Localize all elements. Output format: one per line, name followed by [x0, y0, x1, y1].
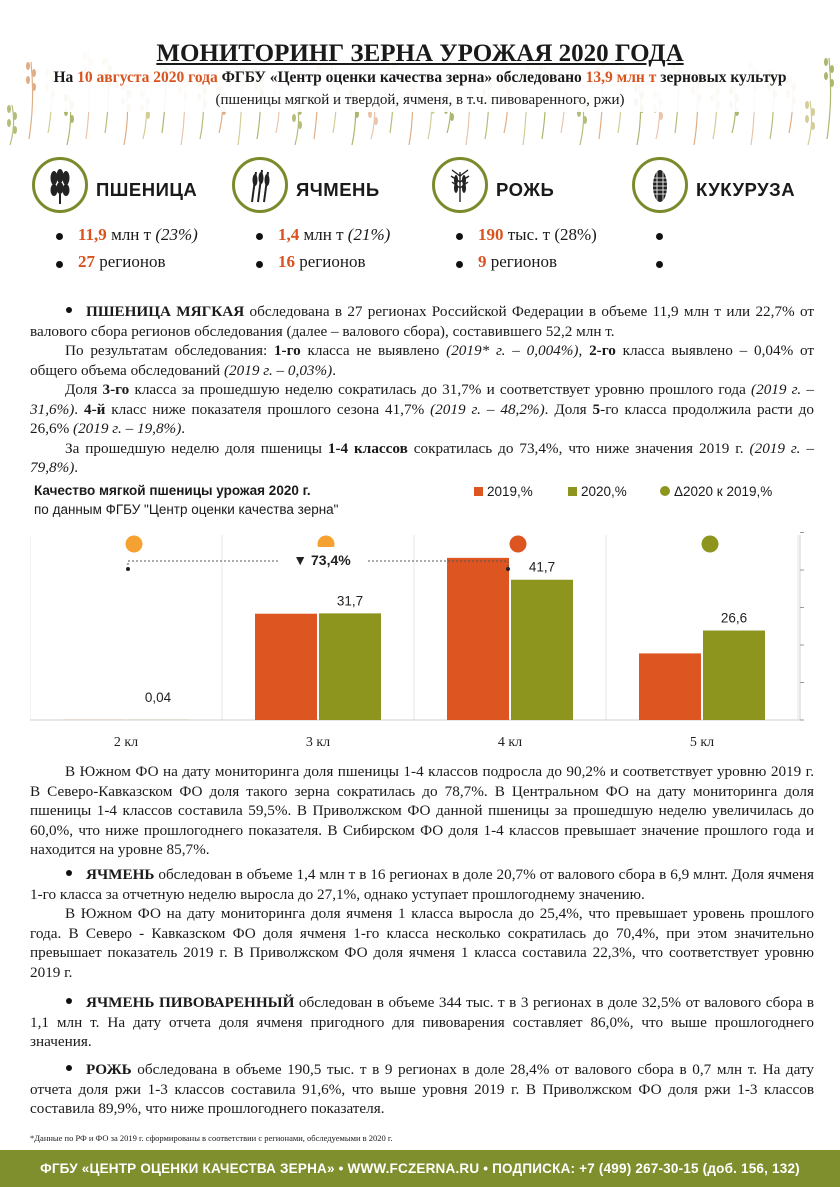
- quality-chart: [30, 525, 814, 760]
- regions-section: В Южном ФО на дату мониторинга доля пшеницы 1-4 классов подросла до 90,2% и соответствует уровню 2019 г. В Северо-Кавказском ФО доля такого зерна сократилась до 78,7%. В Центральном ФО на дату мониторинга доля пшеницы 1-4 классов составила 59,5%. В Приволжском ФО данной пшеницы за прошедшую неделю увеличилась до 60,0%, что ниже прошлогоднего показателя. В Сибирском ФО доля 1-4 классов превышает значение прошлого года и находится на уровне 85,7%.: [30, 763, 814, 858]
- decor-leaf: [583, 116, 587, 124]
- decor-leaf: [13, 112, 17, 120]
- legend-2019: 2019,%: [474, 484, 533, 499]
- page-subtitle: На 10 августа 2020 года ФГБУ «Центр оценки качества зерна» обследовано 13,9 млн т зерновых культур: [53, 69, 787, 86]
- bullet: [256, 233, 263, 240]
- decor-leaf: [146, 111, 150, 119]
- bracket-end: [506, 567, 510, 571]
- rye-regions: 9 регионов: [478, 252, 557, 271]
- bullet: [56, 261, 63, 268]
- malt-barley-section: ЯЧМЕНЬ ПИВОВАРЕННЫЙ обследован в объеме 344 тыс. т в 3 регионах в доле 32,5% от валового сбора в 1,1 млн т. На дату отчета доля ячменя пригодного для пивоварения составляет 86,0%, что выше прошлогоднего значения.: [30, 994, 814, 1050]
- decor-leaf: [659, 112, 663, 120]
- footer-bar: ФГБУ «ЦЕНТР ОЦЕНКИ КАЧЕСТВА ЗЕРНА» • WWW.FCZERNA.RU • ПОДПИСКА: +7 (499) 267-30-15 (доб. 156, 132): [0, 1150, 840, 1187]
- rye-icon: [444, 168, 476, 204]
- decor-leaf: [811, 108, 815, 116]
- bar-2019-4: [447, 558, 509, 720]
- x-tick-label: 2 кл: [113, 735, 139, 750]
- delta-marker: [702, 536, 719, 553]
- wheat-volume: 11,9 млн т (23%): [78, 225, 198, 244]
- chart-subtitle: по данным ФГБУ "Центр оценки качества зерна": [34, 502, 339, 517]
- decor-leaf: [805, 115, 809, 123]
- x-tick-label: 4 кл: [497, 735, 523, 750]
- chart-title: Качество мягкой пшеницы урожая 2020 г.: [34, 483, 311, 498]
- bar-2019-5: [639, 653, 701, 720]
- data-label-2020: 31,7: [336, 593, 364, 609]
- decor-leaf: [70, 115, 74, 123]
- rye-section: РОЖЬ обследована в объеме 190,5 тыс. т в 9 регионах в доле 28,4% от валового сбора в 0,7 млн т. На дату отчета доля ржи 1-3 классов составила 91,6%, что выше уровня 2019 г. В Приволжском ФО доля ржи 1-3 классов составила 89,9%, что ниже прошлогоднего показателя.: [30, 1061, 814, 1117]
- delta-marker: [510, 536, 527, 553]
- decor-leaf: [374, 117, 378, 125]
- delta-marker: [126, 536, 143, 553]
- decor-leaf: [450, 113, 454, 121]
- decor-leaf: [13, 126, 17, 134]
- bracket-end: [126, 567, 130, 571]
- x-tick-label: 3 кл: [305, 735, 331, 750]
- bullet: [656, 261, 663, 268]
- barley-volume: 1,4 млн т (21%): [278, 225, 391, 244]
- decor-leaf: [811, 122, 815, 130]
- page-title: МОНИТОРИНГ ЗЕРНА УРОЖАЯ 2020 ГОДА: [156, 40, 684, 67]
- bar-2019-3: [255, 614, 317, 720]
- wheat-section: ПШЕНИЦА МЯГКАЯ обследована в 27 регионах Российской Федерации в объеме 11,9 млн т или 22,7% от валового сбора регионов обследования (далее – валового сбора), составившего 52,2 млн т. По результатам обследования: 1-го класса не выявлено (2019* г. – 0,004%), 2-го класса выявлено – 0,04% от общего объема обследований (2019 г. – 0,03%). Доля 3-го класса за прошедшую неделю сократилась до 31,7% и соответствует уровню прошлого года (2019 г. – 31,6%). 4-й класс ниже показателя прошлого сезона 41,7% (2019 г. – 48,2%). Доля 5-го класса продолжила расти до 26,6% (2019 г. – 19,8%). За прошедшую неделю доля пшеницы 1-4 классов сократилась до 73,4%, что ниже значения 2019 г. (2019 г. – 79,8%).: [30, 303, 815, 476]
- barley-section: ЯЧМЕНЬ обследован в объеме 1,4 млн т в 16 регионах в доле 20,7% от валового сбора в 6,9 млнт. Доля ячменя 1-го класса за отчетную неделю выросла до 27,1%, однако уступает прошлогоднему значению. В Южном ФО на дату мониторинга доля ячменя 1 класса выросла до 25,4%, что превышает уровень прошлого года. В Северо - Кавказском ФО доля ячменя 1-го класса несколько сократилась до 70,4%, при этом значительно превышает показатель 2019 г. В Приволжском ФО доля ячменя 1 класса составила 22,3%, что соответствует уровню 2019 г.: [30, 866, 814, 981]
- bracket-label: ▼ 73,4%: [293, 552, 351, 568]
- bar-2020-3: [319, 613, 381, 720]
- bullet: [456, 261, 463, 268]
- barley-icon: [244, 168, 276, 204]
- decor-leaf: [298, 121, 302, 129]
- bullet: [656, 233, 663, 240]
- data-label-2020: 26,6: [720, 610, 748, 626]
- bullet: [256, 261, 263, 268]
- rye-volume: 190 тыс. т (28%): [478, 225, 597, 244]
- data-label-2020: 41,7: [528, 559, 556, 575]
- bullet: [456, 233, 463, 240]
- data-label-2020: 0,04: [144, 690, 172, 705]
- wheat-regions: 27 регионов: [78, 252, 166, 271]
- decor-leaf: [292, 114, 296, 122]
- x-tick-label: 5 кл: [689, 735, 715, 750]
- footnote: *Данные по РФ и ФО за 2019 г. сформированы в соответствии с регионами, обследуемыми в 2020 г.: [30, 1133, 393, 1143]
- bar-2020-5: [703, 631, 765, 720]
- barley-regions: 16 регионов: [278, 252, 366, 271]
- page-subnote: (пшеницы мягкой и твердой, ячменя, в т.ч. пивоваренного, ржи): [215, 92, 625, 108]
- decor-leaf: [7, 119, 11, 127]
- legend-2020: 2020,%: [568, 484, 627, 499]
- corn-icon: [644, 168, 676, 204]
- wheat-icon: [44, 168, 76, 204]
- legend-delta: Δ2020 к 2019,%: [660, 484, 772, 499]
- bar-2020-4: [511, 580, 573, 720]
- bullet: [56, 233, 63, 240]
